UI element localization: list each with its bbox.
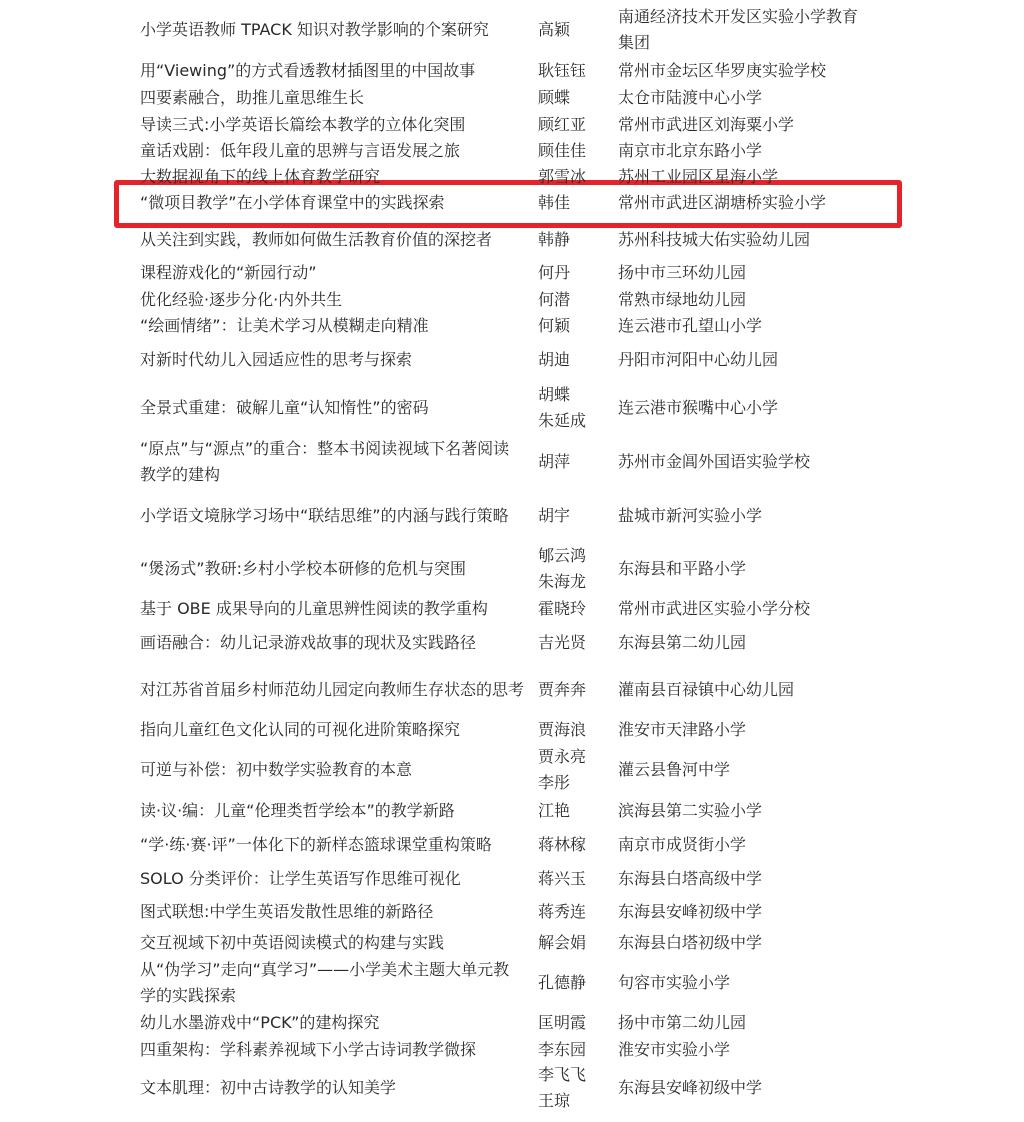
table-row <box>0 596 1024 622</box>
article-title: 大数据视角下的线上体育教学研究 <box>140 167 381 186</box>
school-name: 东海县安峰初级中学 <box>618 902 763 921</box>
table-row <box>0 543 1024 595</box>
author-name: 郭雪冰 <box>538 167 587 186</box>
author-name: 耿钰钰 <box>538 61 587 80</box>
article-title: 用“Viewing”的方式看透教材插图里的中国故事 <box>140 61 476 80</box>
author-name: 韩静 <box>538 230 571 249</box>
table-row <box>0 347 1024 373</box>
table-row <box>0 227 1024 253</box>
article-title: “原点”与“源点”的重合：整本书阅读视域下名著阅读教学的建构 <box>140 439 510 484</box>
author-name: 顾蝶 <box>538 88 571 107</box>
school-name: 淮安市实验小学 <box>618 1040 731 1059</box>
article-title: 从“伪学习”走向“真学习”——小学美术主题大单元教学的实践探索 <box>140 960 510 1005</box>
school-name: 连云港市孔望山小学 <box>618 316 763 335</box>
school-name: 灌云县鲁河中学 <box>618 760 731 779</box>
article-title: 导读三式:小学英语长篇绘本教学的立体化突围 <box>140 115 466 134</box>
school-name: 常州市武进区湖塘桥实验小学 <box>618 193 827 212</box>
table-row <box>0 190 1024 216</box>
table-row <box>0 164 1024 190</box>
table-row <box>0 664 1024 716</box>
school-name: 扬中市三环幼儿园 <box>618 263 747 282</box>
table-row <box>0 744 1024 796</box>
article-title: 画语融合：幼儿记录游戏故事的现状及实践路径 <box>140 633 477 652</box>
table-row <box>0 85 1024 111</box>
author-name: 蒋兴玉 <box>538 869 587 888</box>
table-row <box>0 630 1024 656</box>
table-row <box>0 930 1024 956</box>
school-name: 句容市实验小学 <box>618 973 731 992</box>
school-name: 东海县安峰初级中学 <box>618 1078 763 1097</box>
article-title: “学·练·赛·评”一体化下的新样态篮球课堂重构策略 <box>140 835 492 854</box>
school-name: 常熟市绿地幼儿园 <box>618 290 747 309</box>
author-name: 高颖 <box>538 20 571 39</box>
school-name: 常州市金坛区华罗庚实验学校 <box>618 61 827 80</box>
table-row <box>0 313 1024 339</box>
school-name: 东海县和平路小学 <box>618 559 747 578</box>
school-name: 常州市武进区实验小学分校 <box>618 599 811 618</box>
table-row <box>0 717 1024 743</box>
author-name: 贾永亮 李彤 <box>538 747 587 792</box>
author-name: 解会娟 <box>538 933 587 952</box>
table-row <box>0 1037 1024 1063</box>
article-title: 对新时代幼儿入园适应性的思考与探索 <box>140 350 413 369</box>
table-row <box>0 798 1024 824</box>
school-name: 苏州科技城大佑实验幼儿园 <box>618 230 811 249</box>
article-title: 幼儿水墨游戏中“PCK”的建构探究 <box>140 1013 380 1032</box>
author-name: 顾红亚 <box>538 115 587 134</box>
table-row <box>0 957 1024 1009</box>
school-name: 南京市成贤街小学 <box>618 835 747 854</box>
article-title: “煲汤式”教研:乡村小学校本研修的危机与突围 <box>140 559 466 578</box>
table-row <box>0 260 1024 286</box>
author-name: 胡宇 <box>538 506 571 525</box>
school-name: 南京市北京东路小学 <box>618 141 763 160</box>
table-row <box>0 382 1024 434</box>
school-name: 淮安市天津路小学 <box>618 720 747 739</box>
table-row <box>0 832 1024 858</box>
school-name: 扬中市第二幼儿园 <box>618 1013 747 1032</box>
article-title: 童话戏剧：低年段儿童的思辨与言语发展之旅 <box>140 141 461 160</box>
table-row <box>0 899 1024 925</box>
table-row <box>0 112 1024 138</box>
article-title: 可逆与补偿：初中数学实验教育的本意 <box>140 760 413 779</box>
table-row <box>0 58 1024 84</box>
school-name: 南通经济技术开发区实验小学教育集团 <box>618 7 859 52</box>
author-name: 何潜 <box>538 290 571 309</box>
article-title: 文本肌理：初中古诗教学的认知美学 <box>140 1078 397 1097</box>
article-title: 指向儿童红色文化认同的可视化进阶策略探究 <box>140 720 461 739</box>
author-name: 韩佳 <box>538 193 571 212</box>
article-title: 图式联想:中学生英语发散性思维的新路径 <box>140 902 434 921</box>
school-name: 苏州市金阊外国语实验学校 <box>618 452 811 471</box>
author-name: 霍晓玲 <box>538 599 587 618</box>
school-name: 东海县白塔初级中学 <box>618 933 763 952</box>
author-name: 江艳 <box>538 801 571 820</box>
author-name: 吉光贤 <box>538 633 587 652</box>
author-name: 胡萍 <box>538 452 571 471</box>
school-name: 滨海县第二实验小学 <box>618 801 763 820</box>
author-name: 贾奔奔 <box>538 680 587 699</box>
table-row <box>0 1062 1024 1114</box>
author-name: 贾海浪 <box>538 720 587 739</box>
article-title: 四要素融合，助推儿童思维生长 <box>140 88 365 107</box>
article-title: 对江苏省首届乡村师范幼儿园定向教师生存状态的思考 <box>140 680 525 699</box>
author-name: 何丹 <box>538 263 571 282</box>
author-name: 李飞飞 王琼 <box>538 1065 587 1110</box>
school-name: 太仓市陆渡中心小学 <box>618 88 763 107</box>
article-title: “微项目教学”在小学体育课堂中的实践探索 <box>140 193 445 212</box>
article-title: 四重架构：学科素养视域下小学古诗词教学微探 <box>140 1040 477 1059</box>
school-name: 东海县白塔高级中学 <box>618 869 763 888</box>
author-name: 郇云鸿 朱海龙 <box>538 546 587 591</box>
table-row <box>0 287 1024 313</box>
school-name: 东海县第二幼儿园 <box>618 633 747 652</box>
article-title: SOLO 分类评价：让学生英语写作思维可视化 <box>140 869 461 888</box>
article-title: 读·议·编：儿童“伦理类哲学绘本”的教学新路 <box>140 801 455 820</box>
article-title: 全景式重建：破解儿童“认知惰性”的密码 <box>140 398 429 417</box>
article-title: “绘画情绪”：让美术学习从模糊走向精准 <box>140 316 429 335</box>
school-name: 盐城市新河实验小学 <box>618 506 763 525</box>
table-row <box>0 866 1024 892</box>
author-name: 孔德静 <box>538 973 587 992</box>
school-name: 丹阳市河阳中心幼儿园 <box>618 350 779 369</box>
article-title: 小学英语教师 TPACK 知识对教学影响的个案研究 <box>140 20 489 39</box>
author-name: 胡迪 <box>538 350 571 369</box>
author-name: 蒋林稼 <box>538 835 587 854</box>
author-name: 李东园 <box>538 1040 587 1059</box>
article-title: 小学语文境脉学习场中“联结思维”的内涵与践行策略 <box>140 506 509 525</box>
table-row <box>0 4 1024 56</box>
author-name: 何颖 <box>538 316 571 335</box>
article-title: 从关注到实践，教师如何做生活教育价值的深挖者 <box>140 230 493 249</box>
article-title: 交互视域下初中英语阅读模式的构建与实践 <box>140 933 445 952</box>
table-row <box>0 490 1024 542</box>
school-name: 常州市武进区刘海粟小学 <box>618 115 795 134</box>
table-row <box>0 1010 1024 1036</box>
article-title: 课程游戏化的“新园行动” <box>140 263 317 282</box>
author-name: 匡明霞 <box>538 1013 587 1032</box>
table-row <box>0 436 1024 488</box>
school-name: 苏州工业园区星海小学 <box>618 167 779 186</box>
school-name: 连云港市猴嘴中心小学 <box>618 398 779 417</box>
article-title: 基于 OBE 成果导向的儿童思辨性阅读的教学重构 <box>140 599 488 618</box>
author-name: 蒋秀连 <box>538 902 587 921</box>
author-name: 顾佳佳 <box>538 141 587 160</box>
author-name: 胡蝶 朱延成 <box>538 385 587 430</box>
article-title: 优化经验·逐步分化·内外共生 <box>140 290 343 309</box>
school-name: 灌南县百禄镇中心幼儿园 <box>618 680 795 699</box>
table-row <box>0 138 1024 164</box>
